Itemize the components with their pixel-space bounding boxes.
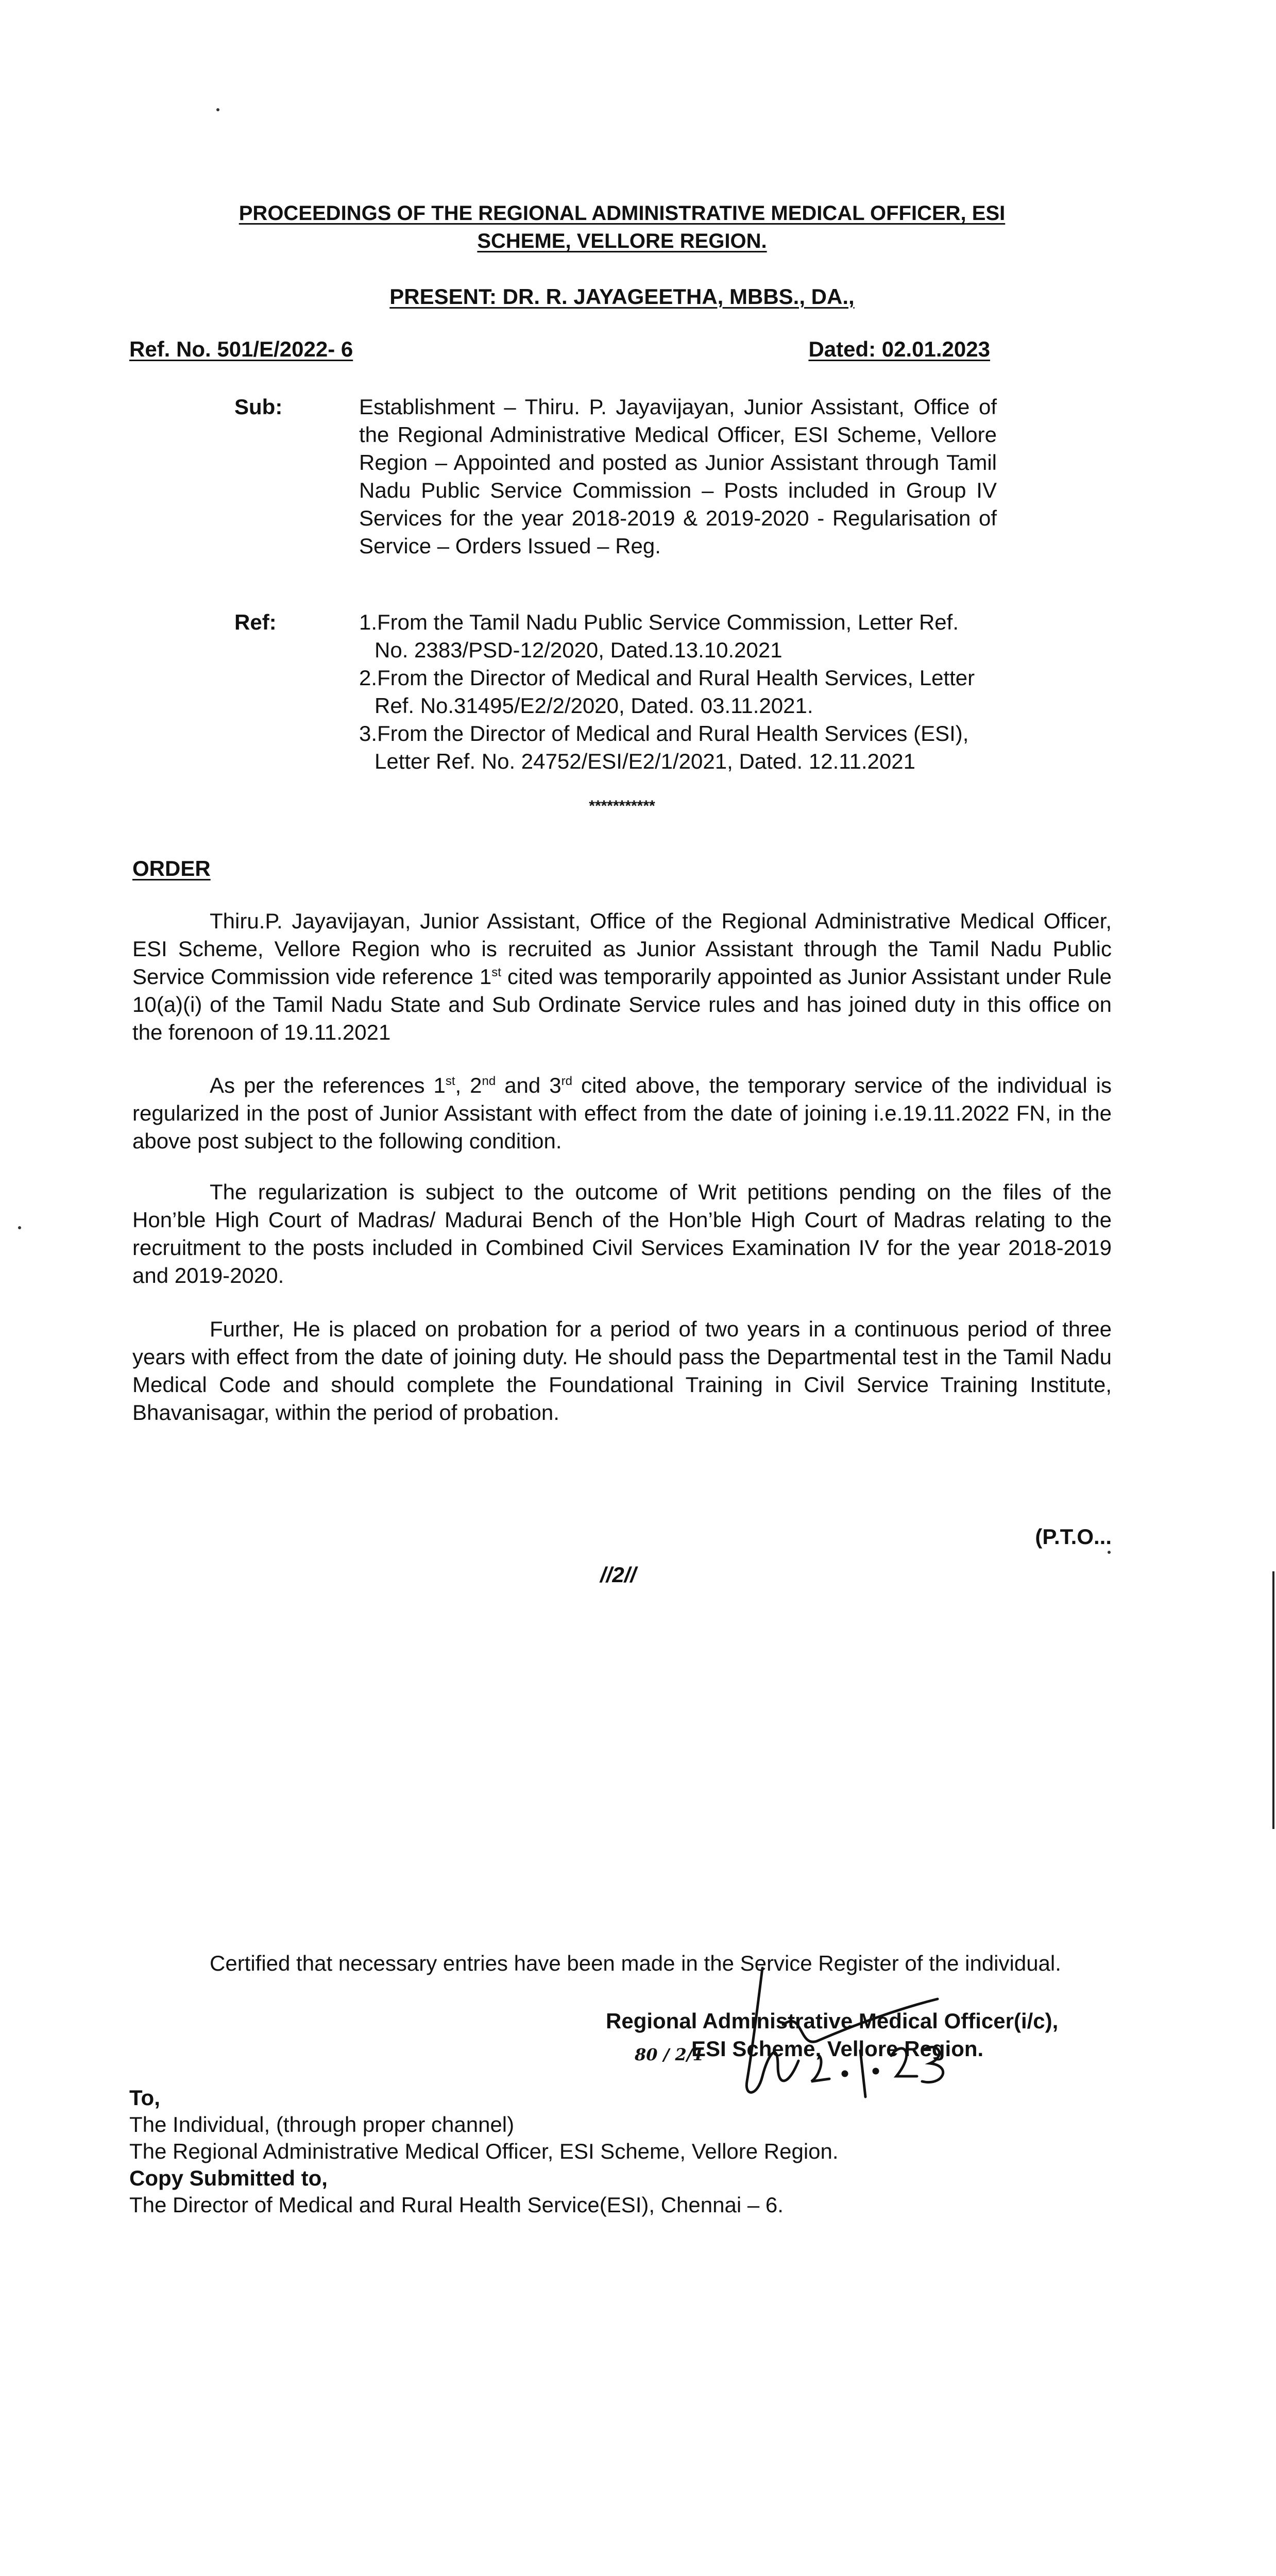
certification-statement: Certified that necessary entries have been made in the Service Register of the individual. bbox=[210, 1951, 1061, 1975]
subject-row bbox=[132, 393, 1112, 560]
to-label: To, bbox=[129, 2086, 160, 2110]
p1-text-b: cited was temporarily appointed as Junior Assistant under Rule 10(a)(i) of the Tamil Nadu State and Sub Ordinate Service rules and has joined duty in this office on the forenoon of 19.11.2021 bbox=[132, 964, 1112, 1044]
scan-edge-line bbox=[1272, 1571, 1274, 1829]
p1-sup: st bbox=[491, 965, 501, 979]
page-number-marker: //2// bbox=[600, 1563, 637, 1587]
document-title bbox=[132, 199, 1112, 255]
order-paragraph-4 bbox=[132, 1315, 1112, 1427]
scan-speck bbox=[216, 108, 219, 111]
title-line-1: PROCEEDINGS OF THE REGIONAL ADMINISTRATIVE MEDICAL OFFICER, ESI bbox=[239, 202, 1006, 225]
document-date: Dated: 02.01.2023 bbox=[808, 337, 990, 361]
present-text: PRESENT: DR. R. JAYAGEETHA, MBBS., DA., bbox=[389, 284, 855, 309]
order-paragraph-2 bbox=[132, 1072, 1112, 1155]
designation-line-2: ESI Scheme, Vellore Region. bbox=[691, 2037, 984, 2061]
subject-text: Establishment – Thiru. P. Jayavijayan, Junior Assistant, Office of the Regional Administrative Medical Officer, ESI Scheme, Vellore Region – Appointed and posted as Junior Assistant through Tamil Nadu Public Service Commission – Posts included in Group IV Services for the year 2018-2019 & 2019-2020 - Regularisation of Service – Orders Issued – Reg. bbox=[359, 395, 997, 558]
reference-date-row bbox=[129, 335, 990, 363]
scan-speck bbox=[1108, 1551, 1111, 1554]
references-row bbox=[132, 608, 1112, 775]
p3-text: The regularization is subject to the outcome of Writ petitions pending on the files of the Hon’ble High Court of Madras/ Madurai Bench of the Hon’ble High Court of Madras relating to the recruitment to the posts included in Combined Civil Services Examination IV for the year 2018-2019 and 2019-2020. bbox=[132, 1180, 1112, 1287]
handwritten-signature bbox=[701, 1958, 989, 2112]
p2-text-c: and 3 bbox=[496, 1073, 562, 1097]
p2-sup-3: rd bbox=[561, 1074, 572, 1088]
title-line-2: SCHEME, VELLORE REGION. bbox=[477, 230, 767, 252]
references-label: Ref: bbox=[234, 610, 277, 634]
p2-sup-1: st bbox=[445, 1074, 455, 1088]
recipient-item: The Regional Administrative Medical Officer, ESI Scheme, Vellore Region. bbox=[129, 2139, 839, 2163]
p2-sup-2: nd bbox=[482, 1074, 496, 1088]
p2-text-d: cited above, the temporary service of the individual is regularized in the post of Junior Assistant with effect from the date of joining i.e.19.11.2022 FN, in the above post subject to the following condition. bbox=[132, 1073, 1112, 1153]
order-paragraph-3 bbox=[132, 1178, 1112, 1290]
present-line bbox=[132, 283, 1112, 311]
pto-marker: (P.T.O... bbox=[1035, 1524, 1112, 1549]
handwritten-initials-note: 80 / 2/1 bbox=[635, 2045, 704, 2064]
reference-item: 2.From the Director of Medical and Rural Health Services, Letter Ref. No.31495/E2/2/2020, Dated. 03.11.2021. bbox=[359, 666, 975, 718]
order-paragraph-1 bbox=[132, 907, 1112, 1046]
recipient-item: The Individual, (through proper channel) bbox=[129, 2112, 515, 2137]
designation-line-1: Regional Administrative Medical Officer(i/c), bbox=[606, 2009, 1059, 2033]
reference-item: 3.From the Director of Medical and Rural Health Services (ESI), Letter Ref. No. 24752/ESI/E2/1/2021, Dated. 12.11.2021 bbox=[359, 721, 969, 773]
subject-label: Sub: bbox=[234, 395, 283, 419]
reference-item: 1.From the Tamil Nadu Public Service Commission, Letter Ref. No. 2383/PSD-12/2020, Dated.13.10.2021 bbox=[359, 610, 959, 662]
p1-text-a: Thiru.P. Jayavijayan, Junior Assistant, Office of the Regional Administrative Medical Officer, ESI Scheme, Vellore Region who is recruited as Junior Assistant through the Tamil Nadu Public Service Commission vide reference 1 bbox=[132, 909, 1112, 989]
order-heading: ORDER bbox=[132, 856, 211, 880]
reference-number: Ref. No. 501/E/2022- 6 bbox=[129, 337, 353, 361]
p2-text-b: , 2 bbox=[455, 1073, 482, 1097]
p2-text-a: As per the references 1 bbox=[210, 1073, 446, 1097]
references-list bbox=[359, 608, 997, 775]
p4-text: Further, He is placed on probation for a period of two years in a continuous period of three years with effect from the date of joining duty. He should pass the Departmental test in the Tamil Nadu Medical Code and should complete the Foundational Training in Civil Service Training Institute, Bhavanisagar, within the period of probation. bbox=[132, 1317, 1112, 1425]
copy-recipient-item: The Director of Medical and Rural Health Service(ESI), Chennai – 6. bbox=[129, 2193, 784, 2217]
copy-submitted-label: Copy Submitted to, bbox=[129, 2166, 328, 2190]
separator-stars: *********** bbox=[589, 798, 655, 815]
scan-speck bbox=[18, 1226, 21, 1229]
